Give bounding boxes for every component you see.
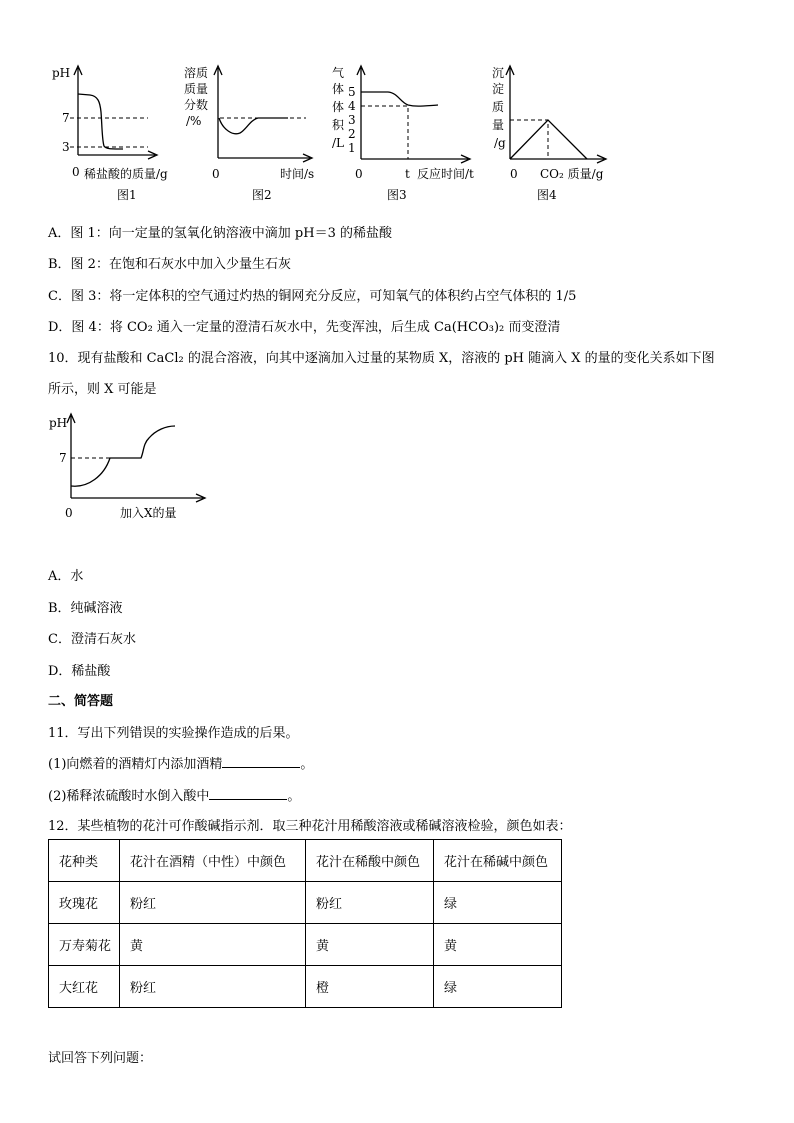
q10-xlabel: 加入X的量 xyxy=(120,506,177,520)
fig3-ylabel-2: 体 xyxy=(332,82,345,96)
fig3-tick-4: 4 xyxy=(348,99,356,113)
q10-tick-7: 7 xyxy=(59,451,67,465)
table-header-cell: 花汁在稀酸中颜色 xyxy=(306,840,434,882)
q10-option-b: B．纯碱溶液 xyxy=(48,601,123,616)
fig4-ylabel-3: 质 xyxy=(492,100,505,114)
q11-part1 xyxy=(48,753,313,772)
figure-1 xyxy=(40,60,190,205)
q11-part1-blank[interactable] xyxy=(222,755,300,768)
table-cell: 黄 xyxy=(434,924,562,966)
fig1-caption: 图1 xyxy=(117,188,137,202)
fig3-ylabel-4: 积 xyxy=(332,118,345,132)
q11-part2 xyxy=(48,785,300,804)
q11-part1-text: (1)向燃着的酒精灯内添加酒精 xyxy=(48,757,223,772)
fig2-caption: 图2 xyxy=(252,188,272,202)
q9-option-d: D．图 4：将 CO₂ 通入一定量的澄清石灰水中，先变浑浊，后生成 Ca(HCO₃)₂ 而变澄清 xyxy=(48,320,561,335)
table-cell: 玫瑰花 xyxy=(49,882,120,924)
q10-stem-line1: 10．现有盐酸和 CaCl₂ 的混合溶液，向其中逐滴加入过量的某物质 X，溶液的 pH 随滴入 X 的量的变化关系如下图 xyxy=(48,351,715,366)
table-header-cell: 花汁在酒精（中性）中颜色 xyxy=(120,840,306,882)
fig1-tick-3: 3 xyxy=(62,140,70,154)
q9-option-a: A．图 1：向一定量的氢氧化钠溶液中滴加 pH＝3 的稀盐酸 xyxy=(48,226,392,241)
fig2-xlabel: 时间/s xyxy=(280,167,315,181)
q10-ylabel: pH xyxy=(49,416,68,430)
q11-part1-end: 。 xyxy=(300,757,314,772)
section-heading: 二、简答题 xyxy=(48,694,114,709)
fig3-t-mark: t xyxy=(405,167,410,181)
q10-origin: 0 xyxy=(65,506,73,520)
figure-4 xyxy=(488,60,628,205)
fig1-xlabel: 稀盐酸的质量/g xyxy=(84,167,168,181)
fig3-xlabel: 反应时间/t xyxy=(417,167,474,181)
table-row xyxy=(49,882,562,924)
q12-stem: 12．某些植物的花汁可作酸碱指示剂．取三种花汁用稀酸溶液或稀碱溶液检验，颜色如表： xyxy=(48,819,572,834)
q9-option-b: B．图 2：在饱和石灰水中加入少量生石灰 xyxy=(48,257,291,272)
q10-figure xyxy=(40,408,215,526)
table-header-row xyxy=(49,840,562,882)
fig2-ylabel-2: 质量 xyxy=(184,82,209,96)
fig4-ylabel-2: 淀 xyxy=(492,82,505,96)
fig2-curve xyxy=(219,118,288,134)
table-cell: 万寿菊花 xyxy=(49,924,120,966)
figure-2 xyxy=(178,60,338,205)
q10-curve xyxy=(71,426,175,486)
fig2-ylabel-3: 分数 xyxy=(184,98,209,112)
table-cell: 绿 xyxy=(434,966,562,1008)
q11-part2-end: 。 xyxy=(287,789,301,804)
q10-option-a: A．水 xyxy=(48,569,84,584)
figure-3 xyxy=(328,60,488,205)
fig4-ylabel-4: 量 xyxy=(492,118,505,132)
fig1-curve xyxy=(78,94,123,149)
table-row xyxy=(49,924,562,966)
fig3-curve xyxy=(361,92,438,106)
table-cell: 大红花 xyxy=(49,966,120,1008)
q12-followup: 试回答下列问题： xyxy=(48,1051,153,1066)
fig3-dash-4 xyxy=(361,106,408,159)
fig2-ylabel-4: /% xyxy=(186,114,202,128)
fig3-tick-1: 1 xyxy=(348,141,356,155)
table-cell: 粉红 xyxy=(120,966,306,1008)
fig1-origin: 0 xyxy=(72,165,80,179)
fig4-caption: 图4 xyxy=(537,188,557,202)
fig4-ylabel-1: 沉 xyxy=(492,66,505,80)
q11-stem: 11．写出下列错误的实验操作造成的后果。 xyxy=(48,726,299,741)
fig2-origin: 0 xyxy=(212,167,220,181)
q11-part2-blank[interactable] xyxy=(209,787,287,800)
fig3-caption: 图3 xyxy=(387,188,407,202)
fig4-xlabel: CO₂ 质量/g xyxy=(540,167,604,181)
table-cell: 橙 xyxy=(306,966,434,1008)
q9-option-c: C．图 3：将一定体积的空气通过灼热的铜网充分反应，可知氧气的体积约占空气体积的 1/5 xyxy=(48,289,577,304)
fig3-tick-3: 3 xyxy=(348,113,356,127)
fig4-origin: 0 xyxy=(510,167,518,181)
fig1-tick-7: 7 xyxy=(62,111,70,125)
fig3-origin: 0 xyxy=(355,167,363,181)
table-row xyxy=(49,966,562,1008)
q11-part2-text: (2)稀释浓硫酸时水倒入酸中 xyxy=(48,789,210,804)
table-header-cell: 花种类 xyxy=(49,840,120,882)
q10-option-c: C．澄清石灰水 xyxy=(48,632,136,647)
fig3-tick-5: 5 xyxy=(348,85,356,99)
q10-stem-line2: 所示，则 X 可能是 xyxy=(48,382,157,397)
table-cell: 黄 xyxy=(120,924,306,966)
table-cell: 绿 xyxy=(434,882,562,924)
table-cell: 粉红 xyxy=(306,882,434,924)
fig3-ylabel-1: 气 xyxy=(332,66,345,80)
fig1-ylabel: pH xyxy=(52,66,71,80)
fig2-ylabel-1: 溶质 xyxy=(184,66,209,80)
fig4-ylabel-5: /g xyxy=(494,136,506,150)
table-header-cell: 花汁在稀碱中颜色 xyxy=(434,840,562,882)
fig3-ylabel-3: 体 xyxy=(332,100,345,114)
table-cell: 粉红 xyxy=(120,882,306,924)
q10-option-d: D．稀盐酸 xyxy=(48,664,111,679)
flower-color-table xyxy=(48,839,562,1008)
fig3-ylabel-5: /L xyxy=(332,136,345,150)
fig3-tick-2: 2 xyxy=(348,127,356,141)
table-cell: 黄 xyxy=(306,924,434,966)
